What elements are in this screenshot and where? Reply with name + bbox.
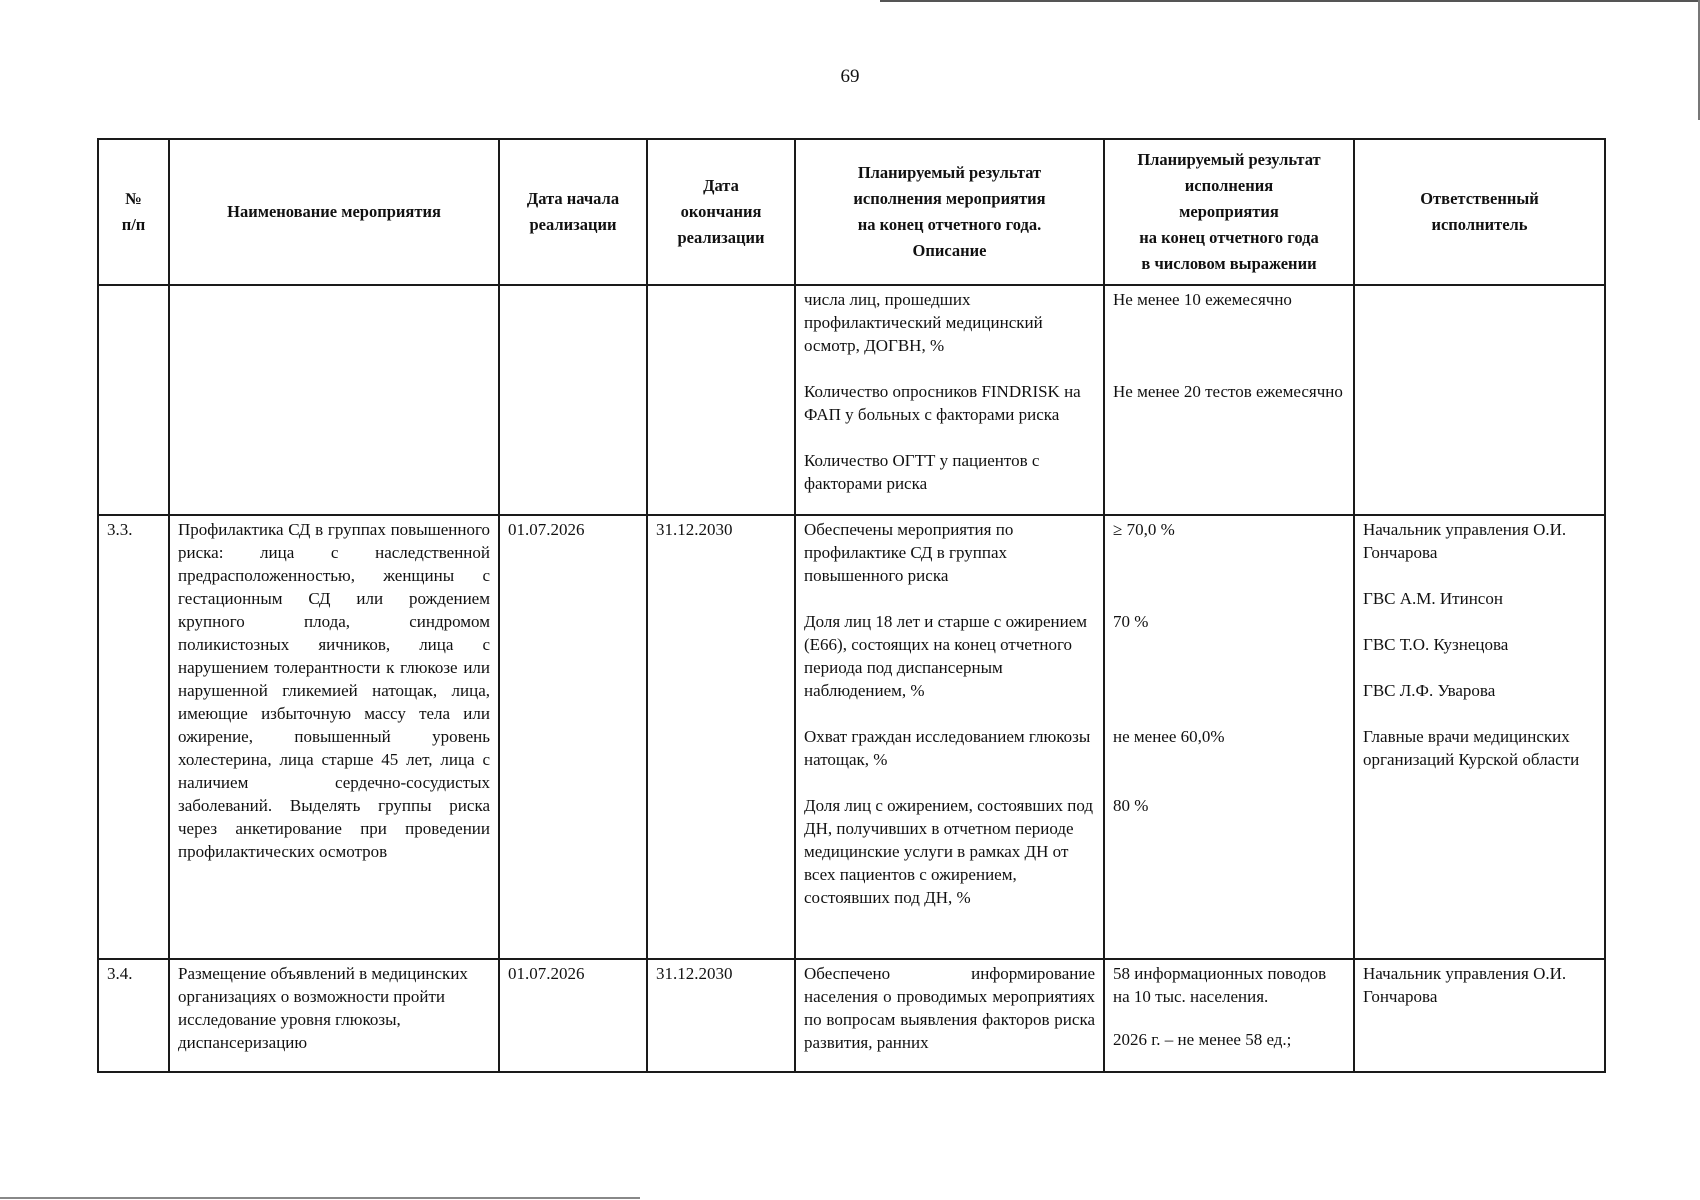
result-value: 58 информационных поводов на 10 тыс. населения. bbox=[1113, 964, 1327, 1006]
col-header-responsible: Ответственный исполнитель bbox=[1354, 139, 1605, 285]
cell-end: 31.12.2030 bbox=[647, 515, 795, 959]
cell-responsible: Начальник управления О.И. Гончарова bbox=[1354, 959, 1605, 1072]
result-value: не менее 60,0% bbox=[1113, 727, 1225, 746]
cell-responsible bbox=[1354, 515, 1605, 959]
result-value: 80 % bbox=[1113, 796, 1149, 815]
cell-end: 31.12.2030 bbox=[647, 959, 795, 1072]
table-header-row bbox=[98, 139, 1605, 285]
col-header-start: Дата начала реализации bbox=[499, 139, 647, 285]
col-header-end: Дата окончания реализации bbox=[647, 139, 795, 285]
col-header-result-num: Планируемый результат исполнения мероприятия на конец отчетного года в числовом выражении bbox=[1104, 139, 1354, 285]
result-desc-item: Количество ОГТТ у пациентов с факторами риска bbox=[804, 451, 1040, 493]
cell-name bbox=[169, 285, 499, 515]
result-value: Не менее 10 ежемесячно bbox=[1113, 290, 1292, 309]
cell-result-num bbox=[1104, 285, 1354, 515]
responsible-person: ГВС Л.Ф. Уварова bbox=[1363, 681, 1496, 700]
result-value: Не менее 20 тестов ежемесячно bbox=[1113, 382, 1343, 401]
result-value: 2026 г. – не менее 58 ед.; bbox=[1113, 1030, 1292, 1049]
cell-result-desc: Обеспечено информирование населения о проводимых мероприятиях по вопросам выявления факторов риска развития, ранних bbox=[795, 959, 1104, 1072]
responsible-person: Главные врачи медицинских организаций Курской области bbox=[1363, 727, 1580, 769]
scan-edge-bottom bbox=[0, 1197, 640, 1199]
result-value: 70 % bbox=[1113, 612, 1149, 631]
cell-result-num bbox=[1104, 515, 1354, 959]
page-number: 69 bbox=[840, 66, 860, 87]
cell-result-desc bbox=[795, 285, 1104, 515]
cell-end bbox=[647, 285, 795, 515]
cell-num bbox=[98, 285, 169, 515]
result-desc-item: Количество опросников FINDRISK на ФАП у больных с факторами риска bbox=[804, 382, 1081, 424]
cell-num: 3.3. bbox=[98, 515, 169, 959]
cell-name: Профилактика СД в группах повышенного риска: лица с наследственной предрасположенностью, женщины с гестационным СД или рождением крупного плода, синдромом поликистозных яичников, лица с нарушением толерантности к глюкозе или нарушенной гликемией натощак, лица, имеющие избыточную массу тела или ожирение, повышенный уровень холестерина, лица старше 45 лет, лица с наличием сердечно-сосудистых заболеваний. Выделять группы риска через анкетирование при проведении профилактических осмотров bbox=[169, 515, 499, 959]
table-row bbox=[98, 959, 1605, 1072]
cell-start: 01.07.2026 bbox=[499, 515, 647, 959]
responsible-person: ГВС Т.О. Кузнецова bbox=[1363, 635, 1509, 654]
scan-edge-top bbox=[880, 0, 1700, 2]
result-value: ≥ 70,0 % bbox=[1113, 520, 1175, 539]
result-desc-item: числа лиц, прошедших профилактический медицинский осмотр, ДОГВН, % bbox=[804, 290, 1043, 355]
responsible-person: ГВС А.М. Итинсон bbox=[1363, 589, 1503, 608]
col-header-num: № п/п bbox=[98, 139, 169, 285]
cell-num: 3.4. bbox=[98, 959, 169, 1072]
cell-start bbox=[499, 285, 647, 515]
result-desc-item: Доля лиц 18 лет и старше с ожирением (Е66), состоящих на конец отчетного периода под диспансерным наблюдением, % bbox=[804, 612, 1088, 700]
col-header-result-desc: Планируемый результат исполнения мероприятия на конец отчетного года. Описание bbox=[795, 139, 1104, 285]
cell-name: Размещение объявлений в медицинских организациях о возможности пройти исследование уровня глюкозы, диспансеризацию bbox=[169, 959, 499, 1072]
cell-result-desc bbox=[795, 515, 1104, 959]
cell-result-num bbox=[1104, 959, 1354, 1072]
result-desc-item: Доля лиц с ожирением, состоявших под ДН, получивших в отчетном периоде медицинские услуги в рамках ДН от всех пациентов с ожирением, состоявших под ДН, % bbox=[804, 796, 1094, 907]
table-row bbox=[98, 515, 1605, 959]
col-header-name: Наименование мероприятия bbox=[169, 139, 499, 285]
activities-table bbox=[97, 138, 1606, 1073]
responsible-person: Начальник управления О.И. Гончарова bbox=[1363, 520, 1567, 562]
result-desc-item: Обеспечены мероприятия по профилактике СД в группах повышенного риска bbox=[804, 520, 1014, 585]
table-row bbox=[98, 285, 1605, 515]
cell-start: 01.07.2026 bbox=[499, 959, 647, 1072]
cell-responsible bbox=[1354, 285, 1605, 515]
result-desc-item: Охват граждан исследованием глюкозы натощак, % bbox=[804, 727, 1091, 769]
